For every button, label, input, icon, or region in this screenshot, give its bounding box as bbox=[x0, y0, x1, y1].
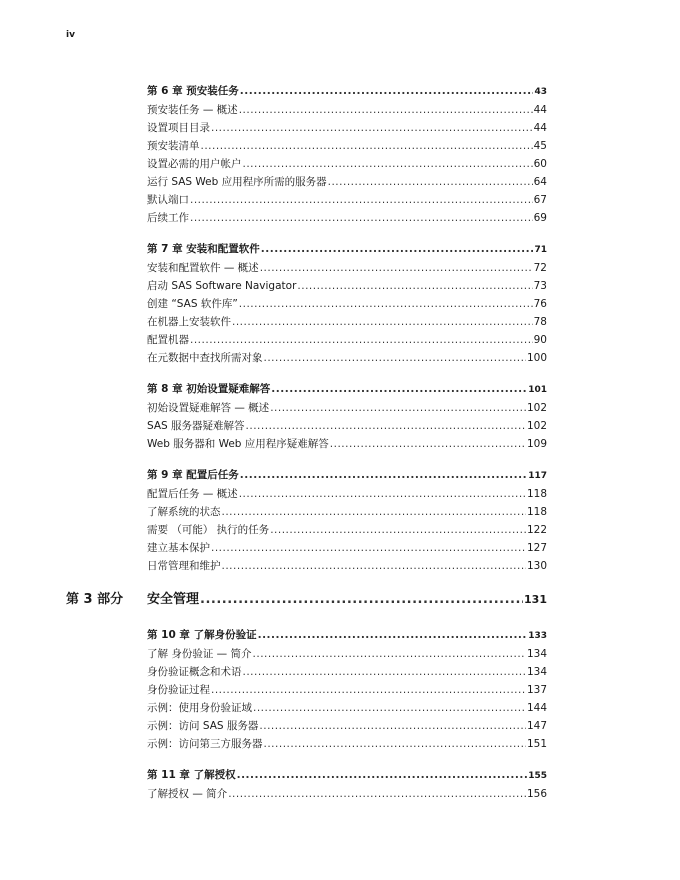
entry-page-number: 90 bbox=[533, 334, 547, 346]
dot-leader bbox=[239, 101, 533, 119]
entry-title: 预安装任务 — 概述 bbox=[147, 104, 238, 116]
chapter-page-number: 101 bbox=[528, 385, 547, 395]
dot-leader bbox=[253, 699, 526, 717]
entry-title: 预安装清单 bbox=[147, 140, 200, 152]
entry-page-number: 72 bbox=[533, 262, 547, 274]
entry-title: 示例：访问 SAS 服务器 bbox=[147, 720, 259, 732]
page-number: iv bbox=[66, 30, 75, 40]
chapter-title: 第 7 章 安装和配置软件 bbox=[147, 243, 260, 255]
entry-page-number: 44 bbox=[533, 122, 547, 134]
entry-title: 创建 “SAS 软件库” bbox=[147, 298, 238, 310]
entry-title: 建立基本保护 bbox=[147, 542, 210, 554]
chapter-block bbox=[0, 81, 680, 227]
toc-entry-row[interactable] bbox=[147, 699, 547, 717]
toc-entry-row[interactable] bbox=[147, 259, 547, 277]
dot-leader bbox=[271, 379, 527, 399]
entry-title: Web 服务器和 Web 应用程序疑难解答 bbox=[147, 438, 329, 450]
dot-leader bbox=[222, 503, 526, 521]
chapter-heading-row[interactable] bbox=[147, 81, 547, 101]
toc-entry-row[interactable] bbox=[147, 155, 547, 173]
dot-leader bbox=[239, 295, 533, 313]
dot-leader bbox=[190, 191, 533, 209]
part-page-number: 131 bbox=[524, 593, 547, 606]
part-label: 第 3 部分 bbox=[66, 592, 124, 607]
entry-page-number: 122 bbox=[526, 524, 547, 536]
entry-page-number: 118 bbox=[526, 488, 547, 500]
chapter-block bbox=[0, 625, 680, 753]
entry-title: 示例：使用身份验证域 bbox=[147, 702, 252, 714]
toc-entry-row[interactable] bbox=[147, 277, 547, 295]
toc-entry-row[interactable] bbox=[147, 435, 547, 453]
chapters-group-before-part bbox=[0, 81, 680, 575]
chapter-title: 第 6 章 预安装任务 bbox=[147, 85, 239, 97]
entry-title: 在元数据中查找所需对象 bbox=[147, 352, 263, 364]
chapter-heading-row[interactable] bbox=[147, 465, 547, 485]
entry-title: 配置后任务 — 概述 bbox=[147, 488, 238, 500]
entry-page-number: 78 bbox=[533, 316, 547, 328]
toc-entry-row[interactable] bbox=[147, 349, 547, 367]
toc-entry-row[interactable] bbox=[147, 717, 547, 735]
toc-entry-row[interactable] bbox=[147, 681, 547, 699]
chapter-title: 第 8 章 初始设置疑难解答 bbox=[147, 383, 271, 395]
dot-leader bbox=[264, 349, 526, 367]
entry-title: 安装和配置软件 — 概述 bbox=[147, 262, 259, 274]
part-title: 安全管理 bbox=[147, 592, 200, 607]
toc-entry-row[interactable] bbox=[147, 539, 547, 557]
entry-page-number: 100 bbox=[526, 352, 547, 364]
entry-title: 设置必需的用户帐户 bbox=[147, 158, 242, 170]
dot-leader bbox=[211, 119, 533, 137]
chapter-page-number: 133 bbox=[528, 631, 547, 641]
dot-leader bbox=[237, 765, 528, 785]
chapters-group-after-part bbox=[0, 625, 680, 803]
dot-leader bbox=[246, 417, 526, 435]
chapter-heading-row[interactable] bbox=[147, 239, 547, 259]
entry-title: 了解 身份验证 — 简介 bbox=[147, 648, 252, 660]
entry-title: 在机器上安装软件 bbox=[147, 316, 231, 328]
table-of-contents bbox=[0, 81, 680, 815]
toc-entry-row[interactable] bbox=[147, 137, 547, 155]
toc-entry-row[interactable] bbox=[147, 485, 547, 503]
toc-entry-row[interactable] bbox=[147, 331, 547, 349]
entry-title: 日常管理和维护 bbox=[147, 560, 221, 572]
entry-page-number: 69 bbox=[533, 212, 547, 224]
dot-leader bbox=[240, 465, 527, 485]
toc-entry-row[interactable] bbox=[147, 399, 547, 417]
toc-entry-row[interactable] bbox=[147, 417, 547, 435]
entry-title: SAS 服务器疑难解答 bbox=[147, 420, 245, 432]
toc-entry-row[interactable] bbox=[147, 645, 547, 663]
entry-page-number: 127 bbox=[526, 542, 547, 554]
chapter-title: 第 9 章 配置后任务 bbox=[147, 469, 239, 481]
entry-page-number: 134 bbox=[526, 666, 547, 678]
entry-page-number: 102 bbox=[526, 420, 547, 432]
toc-entry-row[interactable] bbox=[147, 119, 547, 137]
dot-leader bbox=[260, 259, 533, 277]
entry-title: 了解授权 — 简介 bbox=[147, 788, 228, 800]
entry-page-number: 118 bbox=[526, 506, 547, 518]
chapter-heading-row[interactable] bbox=[147, 765, 547, 785]
entry-page-number: 151 bbox=[526, 738, 547, 750]
entry-title: 了解系统的状态 bbox=[147, 506, 221, 518]
dot-leader bbox=[258, 625, 528, 645]
dot-leader bbox=[270, 521, 526, 539]
dot-leader bbox=[243, 155, 533, 173]
dot-leader bbox=[222, 557, 526, 575]
chapter-page-number: 71 bbox=[534, 245, 547, 255]
entry-page-number: 134 bbox=[526, 648, 547, 660]
part-title-row[interactable] bbox=[147, 587, 547, 613]
entry-page-number: 130 bbox=[526, 560, 547, 572]
entry-title: 后续工作 bbox=[147, 212, 189, 224]
entry-page-number: 73 bbox=[533, 280, 547, 292]
entry-title: 示例：访问第三方服务器 bbox=[147, 738, 263, 750]
dot-leader bbox=[232, 313, 533, 331]
entry-title: 运行 SAS Web 应用程序所需的服务器 bbox=[147, 176, 327, 188]
entry-title: 配置机器 bbox=[147, 334, 189, 346]
dot-leader bbox=[259, 717, 526, 735]
entry-page-number: 60 bbox=[533, 158, 547, 170]
chapter-heading-row[interactable] bbox=[147, 379, 547, 399]
toc-entry-row[interactable] bbox=[147, 191, 547, 209]
chapter-title: 第 11 章 了解授权 bbox=[147, 769, 236, 781]
dot-leader bbox=[264, 735, 526, 753]
entry-title: 初始设置疑难解答 — 概述 bbox=[147, 402, 270, 414]
toc-entry-row[interactable] bbox=[147, 503, 547, 521]
entry-title: 身份验证过程 bbox=[147, 684, 210, 696]
dot-leader bbox=[239, 485, 526, 503]
entry-page-number: 109 bbox=[526, 438, 547, 450]
dot-leader bbox=[201, 137, 533, 155]
dot-leader bbox=[190, 209, 533, 227]
toc-entry-row[interactable] bbox=[147, 557, 547, 575]
dot-leader bbox=[200, 587, 523, 613]
toc-entry-row[interactable] bbox=[147, 785, 547, 803]
dot-leader bbox=[330, 435, 526, 453]
dot-leader bbox=[328, 173, 533, 191]
toc-entry-row[interactable] bbox=[147, 209, 547, 227]
toc-entry-row[interactable] bbox=[147, 521, 547, 539]
entry-title: 设置项目目录 bbox=[147, 122, 210, 134]
entry-page-number: 64 bbox=[533, 176, 547, 188]
dot-leader bbox=[240, 81, 534, 101]
entry-page-number: 102 bbox=[526, 402, 547, 414]
entry-page-number: 144 bbox=[526, 702, 547, 714]
chapter-block bbox=[0, 465, 680, 575]
entry-title: 需要 （可能） 执行的任务 bbox=[147, 524, 270, 536]
chapter-block bbox=[0, 379, 680, 453]
chapter-block bbox=[0, 765, 680, 803]
part-heading bbox=[0, 587, 680, 613]
chapter-page-number: 155 bbox=[528, 771, 547, 781]
chapter-page-number: 43 bbox=[534, 87, 547, 97]
entry-page-number: 45 bbox=[533, 140, 547, 152]
dot-leader bbox=[261, 239, 534, 259]
dot-leader bbox=[190, 331, 533, 349]
entry-page-number: 67 bbox=[533, 194, 547, 206]
toc-entry-row[interactable] bbox=[147, 313, 547, 331]
toc-entry-row[interactable] bbox=[147, 101, 547, 119]
entry-page-number: 44 bbox=[533, 104, 547, 116]
entry-title: 默认端口 bbox=[147, 194, 189, 206]
dot-leader bbox=[297, 277, 532, 295]
chapter-heading-row[interactable] bbox=[147, 625, 547, 645]
toc-entry-row[interactable] bbox=[147, 735, 547, 753]
entry-title: 启动 SAS Software Navigator bbox=[147, 280, 297, 292]
toc-entry-row[interactable] bbox=[147, 295, 547, 313]
entry-page-number: 76 bbox=[533, 298, 547, 310]
dot-leader bbox=[211, 539, 526, 557]
toc-entry-row[interactable] bbox=[147, 663, 547, 681]
dot-leader bbox=[270, 399, 526, 417]
dot-leader bbox=[253, 645, 526, 663]
dot-leader bbox=[243, 663, 526, 681]
chapter-title: 第 10 章 了解身份验证 bbox=[147, 629, 257, 641]
entry-title: 身份验证概念和术语 bbox=[147, 666, 242, 678]
chapter-page-number: 117 bbox=[528, 471, 547, 481]
dot-leader bbox=[228, 785, 526, 803]
toc-entry-row[interactable] bbox=[147, 173, 547, 191]
dot-leader bbox=[211, 681, 526, 699]
entry-page-number: 156 bbox=[526, 788, 547, 800]
chapter-block bbox=[0, 239, 680, 367]
entry-page-number: 137 bbox=[526, 684, 547, 696]
entry-page-number: 147 bbox=[526, 720, 547, 732]
